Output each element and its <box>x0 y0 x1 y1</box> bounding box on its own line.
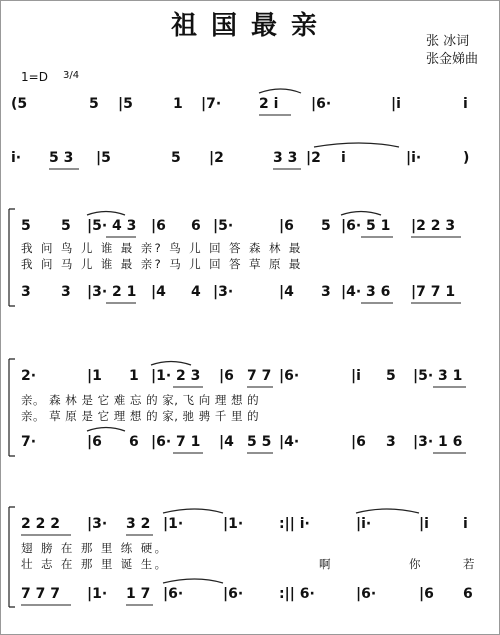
note: 6 <box>463 586 473 602</box>
note: :|| i· <box>279 516 310 532</box>
note: |4 <box>219 434 234 450</box>
note: |4· <box>279 434 300 450</box>
note: |i <box>419 516 429 532</box>
lyric-verse-1: 翅 膀 在 那 里 练 硬。 <box>21 541 169 555</box>
tie <box>356 509 419 513</box>
tie <box>163 579 223 583</box>
note: |7· <box>201 96 222 112</box>
tie <box>151 362 191 366</box>
tie <box>259 89 301 93</box>
note: 2· <box>21 368 37 384</box>
note: |6· <box>356 586 377 602</box>
note: |4· 3 6 <box>341 284 391 300</box>
note: i <box>463 516 468 532</box>
system-bracket <box>9 209 15 306</box>
note: 3 <box>386 434 396 450</box>
note: 5 <box>321 218 331 234</box>
note: 5 3 <box>49 150 74 166</box>
note: 5 <box>171 150 181 166</box>
note: |i· <box>356 516 372 532</box>
note: |1 <box>87 368 102 384</box>
note: |6 <box>279 218 294 234</box>
lyric-verse-1: 我 问 鸟 儿 谁 最 亲? 鸟 儿 回 答 森 林 最 <box>21 241 303 255</box>
note: 3 3 <box>273 150 298 166</box>
note: |4 <box>279 284 294 300</box>
note: |5 <box>118 96 133 112</box>
lyricist-credit: 张 冰词 <box>426 34 470 49</box>
note: ) <box>463 150 470 166</box>
song-title: 祖国最亲 <box>170 11 331 41</box>
note: (5 <box>11 96 28 112</box>
note: |i <box>351 368 361 384</box>
note: |3· <box>87 516 108 532</box>
note: 3 <box>21 284 31 300</box>
composer-credit: 张金娣曲 <box>426 52 479 67</box>
note: |6 <box>219 368 234 384</box>
note: |4 <box>151 284 166 300</box>
lyric-verse-2: 壮 志 在 那 里 诞 生。 <box>21 557 169 571</box>
note: |6· <box>311 96 332 112</box>
lyric-word: 若 <box>463 557 477 571</box>
tie <box>163 509 223 513</box>
note: 7 7 <box>247 368 272 384</box>
note: |6 <box>151 218 166 234</box>
note: |6· 5 1 <box>341 218 391 234</box>
note: 2 i <box>259 96 279 112</box>
note: i <box>341 150 346 166</box>
note: |2 <box>306 150 321 166</box>
note: |3· <box>213 284 234 300</box>
note: |5· 4 3 <box>87 218 137 234</box>
note: 1 7 <box>126 586 151 602</box>
note: |3· 1 6 <box>413 434 463 450</box>
note: 5 <box>89 96 99 112</box>
note: |6 <box>87 434 102 450</box>
note: i· <box>11 150 22 166</box>
note: 5 5 <box>247 434 272 450</box>
note: 5 <box>61 218 71 234</box>
tie <box>87 428 125 432</box>
lyric-word: 啊 <box>319 557 333 571</box>
lyric-verse-2: 亲。 草 原 是 它 理 想 的 家, 驰 骋 千 里 的 <box>21 409 260 423</box>
note: |1· 2 3 <box>151 368 201 384</box>
lyric-verse-1: 亲。 森 林 是 它 难 忘 的 家, 飞 向 理 想 的 <box>21 393 260 407</box>
note: |6· <box>279 368 300 384</box>
note: |6 <box>351 434 366 450</box>
note: |1· <box>163 516 184 532</box>
note: :|| 6· <box>279 586 315 602</box>
note: 3 2 <box>126 516 151 532</box>
note: 7· <box>21 434 37 450</box>
note: 2 2 2 <box>21 516 60 532</box>
system-bracket <box>9 507 15 607</box>
note: |7 7 1 <box>411 284 456 300</box>
note: 5 <box>386 368 396 384</box>
note: |i <box>391 96 401 112</box>
note: 6 <box>129 434 139 450</box>
note: 3 <box>61 284 71 300</box>
note: |3· 2 1 <box>87 284 137 300</box>
note: |5 <box>96 150 111 166</box>
note: |1· <box>87 586 108 602</box>
note: 6 <box>191 218 201 234</box>
note: |i· <box>406 150 422 166</box>
note: 1 <box>129 368 139 384</box>
note: i <box>463 96 468 112</box>
note: 1 <box>173 96 183 112</box>
note: |6· <box>163 586 184 602</box>
note: |1· <box>223 516 244 532</box>
note: |5· 3 1 <box>413 368 463 384</box>
note: |2 <box>209 150 224 166</box>
note: |6· 7 1 <box>151 434 201 450</box>
tie <box>341 212 381 216</box>
time-signature: 3/4 <box>63 70 80 81</box>
note: 3 <box>321 284 331 300</box>
note: 7 7 7 <box>21 586 60 602</box>
system-bracket <box>9 359 15 456</box>
notation-lines <box>1 1 500 635</box>
note: 4 <box>191 284 201 300</box>
tie <box>87 212 125 216</box>
lyric-word: 你 <box>409 557 423 571</box>
tie <box>314 143 399 147</box>
note: |6· <box>223 586 244 602</box>
note: |5· <box>213 218 234 234</box>
key-signature: 1=D <box>21 70 48 84</box>
note: 5 <box>21 218 31 234</box>
note: |6 <box>419 586 434 602</box>
note: |2 2 3 <box>411 218 456 234</box>
lyric-verse-2: 我 问 马 儿 谁 最 亲? 马 儿 回 答 草 原 最 <box>21 257 303 271</box>
